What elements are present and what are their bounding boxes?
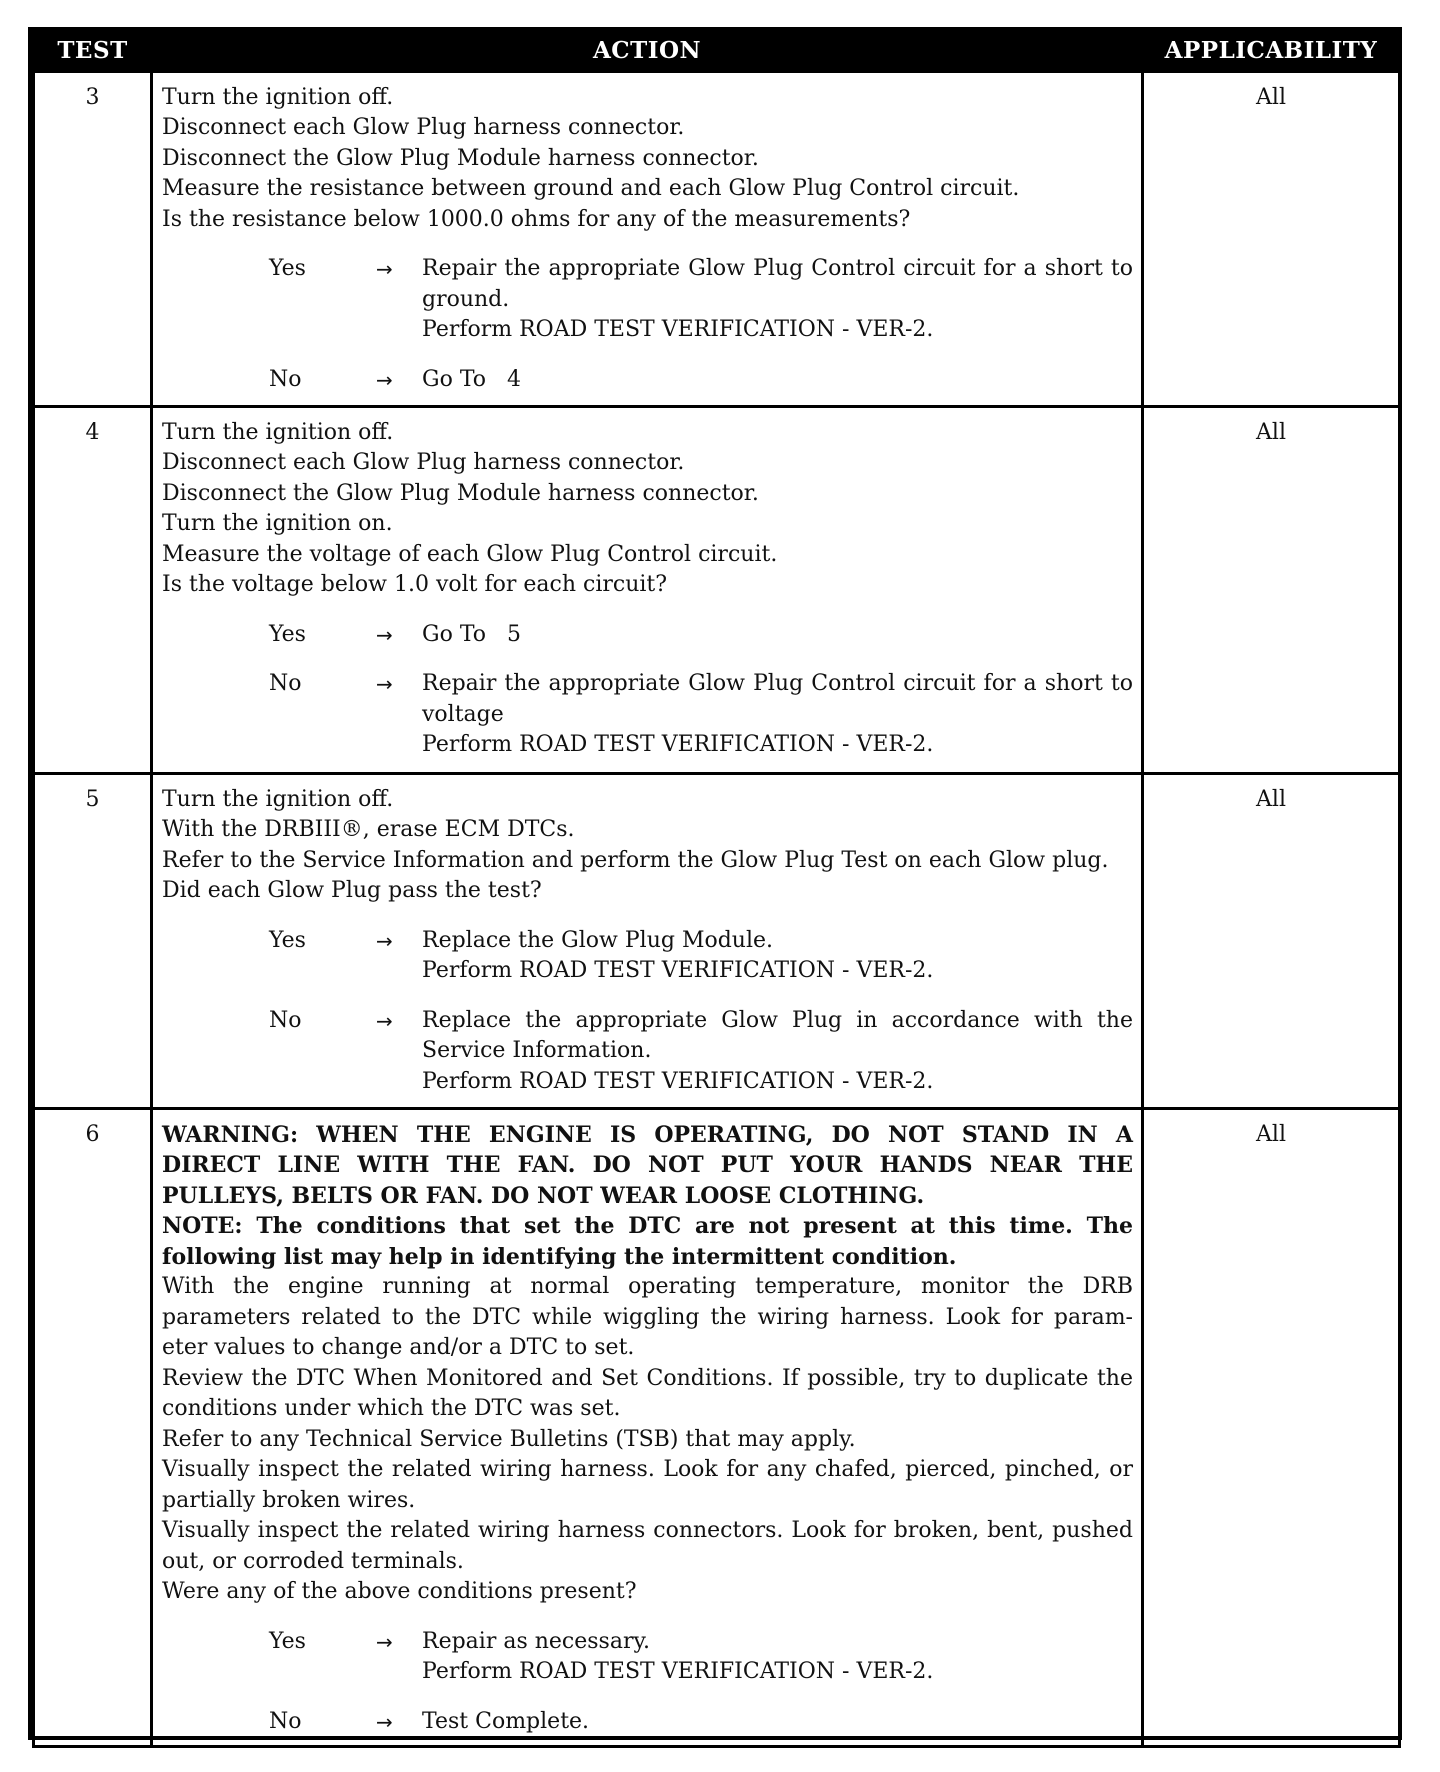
action-cell	[152, 71, 1143, 406]
step-text: Turn the ignition on.	[162, 511, 393, 536]
action-cell	[152, 773, 1143, 1108]
yes-action-text-2: Perform ROAD TEST VERIFICATION - VER-2.	[422, 958, 934, 983]
test-number: 6	[34, 1108, 152, 1747]
right-arrow-icon: →	[376, 1709, 393, 1734]
header-applicability: APPLICABILITY	[1143, 31, 1400, 71]
paragraph-text: Refer to any Technical Service Bulletins (TSB) that may apply.	[162, 1426, 856, 1452]
yes-label: Yes	[269, 256, 306, 281]
yes-action-text-2: Perform ROAD TEST VERIFICATION - VER-2.	[422, 317, 934, 342]
no-label: No	[269, 1708, 302, 1734]
test-number: 3	[34, 71, 152, 406]
step-text: Disconnect each Glow Plug harness connector.	[162, 115, 685, 140]
yes-answer	[162, 926, 1133, 987]
step-text: Disconnect the Glow Plug Module harness connector.	[162, 480, 759, 506]
question-text: Were any of the above conditions present?	[162, 1579, 637, 1604]
step-text: Disconnect the Glow Plug Module harness connector.	[162, 145, 759, 171]
test-number: 5	[34, 773, 152, 1108]
action-cell	[152, 406, 1143, 773]
step-text: Measure the voltage of each Glow Plug Control circuit.	[162, 541, 778, 567]
yes-answer	[162, 620, 1133, 651]
table-row-test-4	[34, 406, 1400, 773]
diagnostic-test-table	[28, 27, 1402, 1740]
yes-answer	[162, 254, 1133, 346]
step-text: Turn the ignition off.	[162, 84, 394, 110]
right-arrow-icon: →	[376, 622, 393, 647]
no-answer	[162, 365, 1133, 396]
yes-answer	[162, 1627, 1133, 1688]
yes-action-text: Repair as necessary.	[422, 1628, 650, 1654]
step-text: Turn the ignition off.	[162, 419, 394, 445]
table-row-test-6	[34, 1108, 1400, 1747]
test-table	[32, 31, 1401, 1748]
yes-action-text: Replace the Glow Plug Module.	[422, 927, 774, 953]
no-action-text: Go To 4	[422, 366, 521, 392]
right-arrow-icon: →	[376, 1008, 393, 1033]
no-action-text-2: Perform ROAD TEST VERIFICATION - VER-2.	[422, 732, 934, 757]
table-row-test-3	[34, 71, 1400, 406]
right-arrow-icon: →	[376, 367, 393, 392]
no-answer	[162, 669, 1133, 761]
yes-action-text: Go To 5	[422, 621, 521, 647]
no-action-text: Repair the appropriate Glow Plug Control circuit for a short to voltage	[422, 671, 1133, 727]
step-text: Turn the ignition off.	[162, 786, 394, 812]
applicability-value: All	[1143, 1108, 1400, 1747]
no-label: No	[269, 671, 302, 696]
yes-label: Yes	[269, 927, 306, 953]
action-cell	[152, 1108, 1143, 1747]
right-arrow-icon: →	[376, 672, 393, 696]
yes-action-text: Repair the appropriate Glow Plug Control circuit for a short to ground.	[422, 256, 1133, 312]
paragraph-text: Review the DTC When Monitored and Set Conditions. If possible, try to duplicate the conditions under which the DTC was set.	[162, 1365, 1133, 1421]
step-text: With the DRBIII®, erase ECM DTCs.	[162, 817, 575, 842]
applicability-value: All	[1143, 773, 1400, 1108]
paragraph-text: With the engine running at normal operating temperature, monitor the DRB parameters related to the DTC while wiggling the wiring harness. Look for param- eter values to change and/or a DTC to set.	[162, 1274, 1133, 1360]
no-action-text: Replace the appropriate Glow Plug in accordance with the Service Information.	[422, 1007, 1133, 1063]
step-text: Measure the resistance between ground and each Glow Plug Control circuit.	[162, 176, 1020, 201]
header-action: ACTION	[152, 31, 1143, 71]
no-answer	[162, 1006, 1133, 1098]
yes-label: Yes	[269, 1628, 306, 1654]
no-answer	[162, 1707, 1133, 1738]
paragraph-text: Visually inspect the related wiring harness connectors. Look for broken, bent, pushed out, or corroded terminals.	[162, 1518, 1133, 1574]
step-text: Refer to the Service Information and perform the Glow Plug Test on each Glow plug.	[162, 847, 1109, 873]
step-text: Disconnect each Glow Plug harness connector.	[162, 450, 685, 475]
right-arrow-icon: →	[376, 928, 393, 953]
right-arrow-icon: →	[376, 257, 393, 281]
no-label: No	[269, 366, 302, 392]
question-text: Is the resistance below 1000.0 ohms for any of the measurements?	[162, 206, 911, 232]
table-header-row	[34, 31, 1400, 71]
applicability-value: All	[1143, 406, 1400, 773]
warning-text: WARNING: WHEN THE ENGINE IS OPERATING, DO NOT STAND IN A DIRECT LINE WITH THE FAN. DO NOT PUT YOUR HANDS NEAR THE PULLEYS, BELTS OR FAN. DO NOT WEAR LOOSE CLOTHING.	[162, 1121, 1133, 1209]
paragraph-text: Visually inspect the related wiring harness. Look for any chafed, pierced, pinched, or partially broken wires.	[162, 1457, 1133, 1513]
yes-label: Yes	[269, 621, 306, 647]
question-text: Is the voltage below 1.0 volt for each circuit?	[162, 572, 668, 597]
right-arrow-icon: →	[376, 1629, 393, 1654]
yes-action-text-2: Perform ROAD TEST VERIFICATION - VER-2.	[422, 1659, 934, 1684]
no-action-text: Test Complete.	[422, 1708, 590, 1734]
applicability-value: All	[1143, 71, 1400, 406]
no-action-text-2: Perform ROAD TEST VERIFICATION - VER-2.	[422, 1068, 934, 1094]
header-test: TEST	[34, 31, 152, 71]
no-label: No	[269, 1007, 302, 1033]
note-text: NOTE: The conditions that set the DTC are not present at this time. The following list may help in identifying the intermittent condition.	[162, 1213, 1133, 1270]
question-text: Did each Glow Plug pass the test?	[162, 878, 542, 903]
table-row-test-5	[34, 773, 1400, 1108]
test-number: 4	[34, 406, 152, 773]
